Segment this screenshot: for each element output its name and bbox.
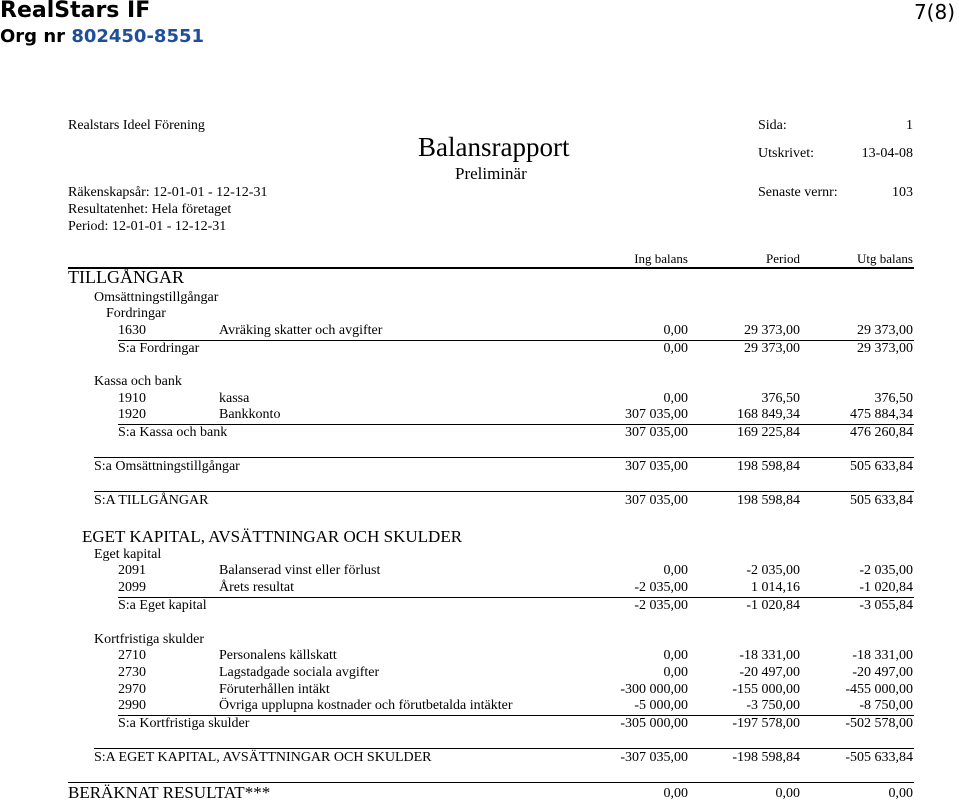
sum-ing: 0,00	[663, 341, 688, 356]
total-divider	[94, 748, 914, 749]
account-row-utg: -18 331,00	[852, 648, 913, 663]
header-divider	[68, 267, 914, 269]
total-utg: 505 633,84	[850, 493, 913, 508]
printed-value: 13-04-08	[861, 146, 913, 161]
column-header-utg: Utg balans	[857, 251, 913, 266]
sum-utg: 505 633,84	[850, 459, 913, 474]
account-row-period: 1 014,16	[751, 580, 800, 595]
sum-label: S:a Omsättningstillgångar	[94, 459, 240, 474]
account-row-ing: 0,00	[663, 563, 688, 578]
result-label: BERÄKNAT RESULTAT***	[68, 783, 271, 802]
sida-value: 1	[906, 118, 913, 133]
sida-label: Sida:	[758, 118, 787, 133]
result-ing: 0,00	[663, 786, 688, 801]
account-row-name: Personalens källskatt	[219, 648, 337, 663]
account-row-name: kassa	[219, 391, 250, 406]
group-heading-short-term-liabilities: Kortfristiga skulder	[94, 632, 205, 647]
account-row-number: 2091	[118, 563, 146, 578]
printed-label: Utskrivet:	[758, 146, 814, 161]
account-row-name: Övriga upplupna kostnader och förutbetalda intäkter	[219, 698, 513, 713]
fiscal-year: Räkenskapsår: 12-01-01 - 12-12-31	[68, 185, 268, 200]
account-row-period: 376,50	[761, 391, 800, 406]
account-row-utg: -1 020,84	[859, 580, 913, 595]
total-ing: 307 035,00	[625, 493, 688, 508]
sum-label: S:a Fordringar	[118, 341, 200, 356]
account-row-number: 2970	[118, 682, 146, 697]
account-row-utg: 376,50	[874, 391, 913, 406]
column-header-ing: Ing balans	[634, 251, 688, 266]
account-row-number: 2710	[118, 648, 146, 663]
account-row-name: Föruterhållen intäkt	[219, 682, 330, 697]
account-row-utg: 475 884,34	[850, 407, 913, 422]
result-unit: Resultatenhet: Hela företaget	[68, 202, 232, 217]
sum-utg: -502 578,00	[845, 716, 913, 731]
account-row-number: 2099	[118, 580, 146, 595]
account-row-number: 2990	[118, 698, 146, 713]
account-row-name: Balanserad vinst eller förlust	[219, 563, 381, 578]
account-row-ing: -2 035,00	[634, 580, 688, 595]
sum-label: S:a Kassa och bank	[118, 425, 228, 440]
account-row-period: -155 000,00	[732, 682, 800, 697]
total-period: -198 598,84	[732, 750, 800, 765]
account-row-ing: 307 035,00	[625, 407, 688, 422]
total-ing: -307 035,00	[620, 750, 688, 765]
account-row-period: 29 373,00	[744, 323, 800, 338]
total-label: S:A TILLGÅNGAR	[94, 493, 209, 508]
period: Period: 12-01-01 - 12-12-31	[68, 219, 227, 234]
sum-period: 169 225,84	[737, 425, 800, 440]
group-heading-equity: Eget kapital	[94, 547, 162, 562]
total-label: S:A EGET KAPITAL, AVSÄTTNINGAR OCH SKULDER	[94, 750, 432, 765]
sum-ing: -2 035,00	[634, 598, 688, 613]
report-subtitle: Preliminär	[455, 164, 527, 183]
account-row-utg: -455 000,00	[845, 682, 913, 697]
account-row-ing: -5 000,00	[634, 698, 688, 713]
account-row-ing: 0,00	[663, 323, 688, 338]
org-number	[0, 26, 204, 47]
subgroup-heading-cash: Kassa och bank	[94, 374, 182, 389]
account-row-number: 1920	[118, 407, 146, 422]
account-row-number: 1910	[118, 391, 146, 406]
account-row-number: 1630	[118, 323, 146, 338]
last-ver-value: 103	[892, 185, 913, 200]
account-row-utg: -2 035,00	[859, 563, 913, 578]
group-heading-current-assets: Omsättningstillgångar	[94, 290, 219, 305]
account-row-number: 2730	[118, 665, 146, 680]
account-row-name: Lagstadgade sociala avgifter	[219, 665, 380, 680]
account-row-utg: 29 373,00	[857, 323, 913, 338]
sum-period: 29 373,00	[744, 341, 800, 356]
total-period: 198 598,84	[737, 493, 800, 508]
page-counter: 7(8)	[913, 0, 955, 24]
account-row-utg: -8 750,00	[859, 698, 913, 713]
total-utg: -505 633,84	[845, 750, 913, 765]
sum-period: -1 020,84	[746, 598, 800, 613]
sum-ing: 307 035,00	[625, 459, 688, 474]
total-divider	[94, 491, 914, 492]
section-heading-assets: TILLGÅNGAR	[68, 267, 184, 287]
org-number-label: Org nr	[0, 26, 66, 47]
account-row-utg: -20 497,00	[852, 665, 913, 680]
account-row-period: -2 035,00	[746, 563, 800, 578]
sum-period: 198 598,84	[737, 459, 800, 474]
sum-label: S:a Eget kapital	[118, 598, 207, 613]
account-row-ing: -300 000,00	[620, 682, 688, 697]
account-row-name: Bankkonto	[219, 407, 281, 422]
account-row-ing: 0,00	[663, 391, 688, 406]
sum-utg: -3 055,84	[859, 598, 913, 613]
result-utg: 0,00	[888, 786, 913, 801]
organization-name: RealStars IF	[0, 0, 151, 23]
sum-label: S:a Kortfristiga skulder	[118, 716, 250, 731]
company-name: Realstars Ideel Förening	[68, 118, 205, 133]
sum-period: -197 578,00	[732, 716, 800, 731]
sum-divider	[94, 457, 914, 458]
sum-ing: -305 000,00	[620, 716, 688, 731]
last-ver-label: Senaste vernr:	[758, 185, 838, 200]
sum-ing: 307 035,00	[625, 425, 688, 440]
account-row-ing: 0,00	[663, 665, 688, 680]
account-row-period: -18 331,00	[739, 648, 800, 663]
account-row-ing: 0,00	[663, 648, 688, 663]
sum-utg: 476 260,84	[850, 425, 913, 440]
sum-utg: 29 373,00	[857, 341, 913, 356]
account-row-period: -20 497,00	[739, 665, 800, 680]
account-row-name: Avräking skatter och avgifter	[219, 323, 383, 338]
subgroup-heading-receivables: Fordringar	[106, 306, 166, 321]
section-heading-equity-liabilities: EGET KAPITAL, AVSÄTTNINGAR OCH SKULDER	[82, 527, 463, 546]
report-title: Balansrapport	[418, 132, 570, 162]
result-period: 0,00	[775, 786, 800, 801]
column-header-period: Period	[766, 251, 800, 266]
org-number-value: 802450-8551	[71, 26, 205, 47]
account-row-period: -3 750,00	[746, 698, 800, 713]
account-row-name: Årets resultat	[219, 580, 295, 595]
account-row-period: 168 849,34	[737, 407, 800, 422]
